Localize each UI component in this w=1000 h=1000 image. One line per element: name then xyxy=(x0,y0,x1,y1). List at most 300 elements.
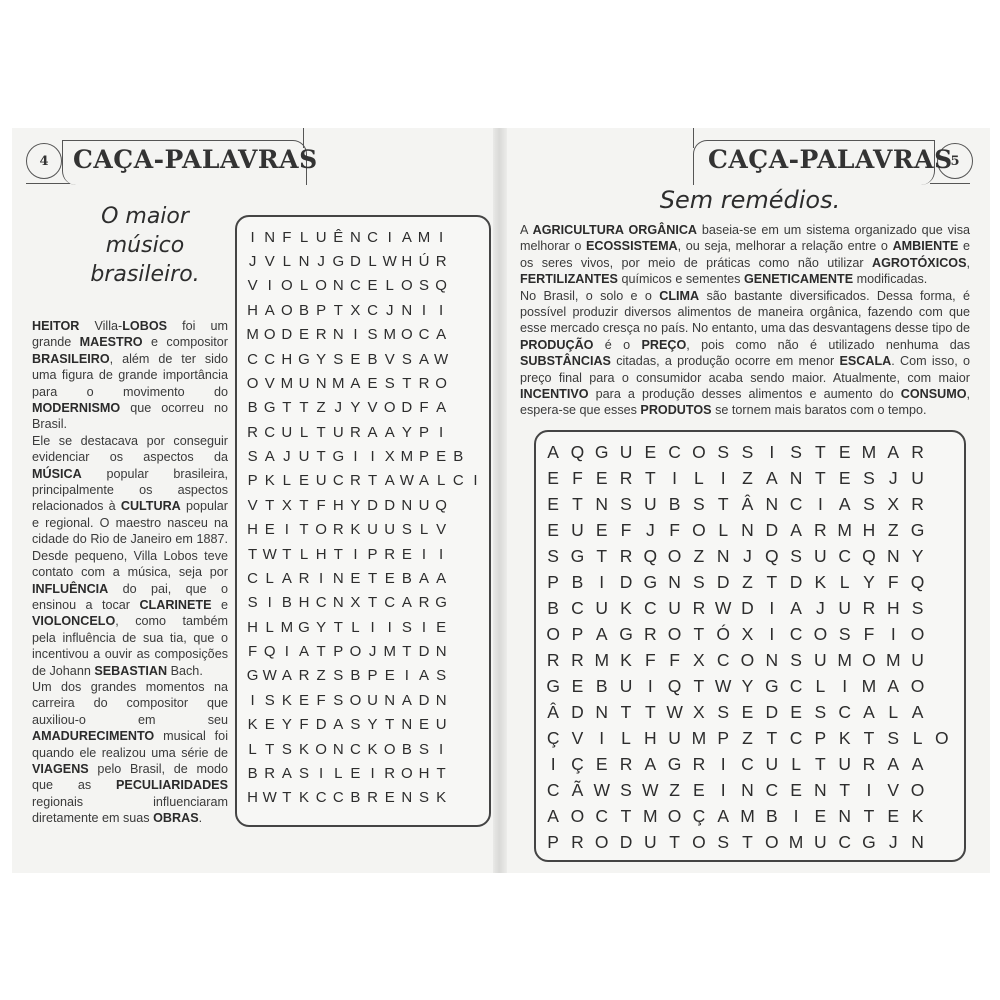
grid-letter: C xyxy=(595,805,609,826)
grid-letter xyxy=(930,777,954,803)
grid-letter: N xyxy=(716,545,730,566)
grid-letter: U xyxy=(668,727,681,748)
grid-letter: D xyxy=(384,496,396,514)
grid-letter: H xyxy=(247,521,258,539)
grid-letter: R xyxy=(619,753,633,774)
grid-letter: I xyxy=(353,326,358,344)
grid-letter xyxy=(450,274,467,298)
grid-letter: S xyxy=(418,789,429,807)
grid-letter: T xyxy=(333,301,343,319)
grid-letter: T xyxy=(299,496,309,514)
grid-letter: T xyxy=(693,623,705,644)
grid-letter: E xyxy=(384,667,395,685)
grid-letter: R xyxy=(367,789,378,807)
grid-letter: U xyxy=(315,472,327,490)
grid-letter: Z xyxy=(742,467,753,488)
grid-letter: T xyxy=(402,643,412,661)
grid-letter: U xyxy=(644,493,657,514)
grid-letter: Z xyxy=(742,727,753,748)
left-title-line: brasileiro. xyxy=(90,262,200,287)
grid-letter: N xyxy=(814,779,827,800)
grid-letter: N xyxy=(668,571,681,592)
grid-letter: U xyxy=(814,545,827,566)
grid-letter: Q xyxy=(643,545,658,566)
grid-letter: M xyxy=(885,649,901,670)
grid-letter: R xyxy=(619,467,633,488)
grid-letter: D xyxy=(765,519,779,540)
grid-letter: U xyxy=(367,691,378,709)
keyword: GENETICAMENTE xyxy=(743,272,854,287)
grid-letter: W xyxy=(666,701,683,722)
grid-letter: Q xyxy=(570,441,585,462)
grid-letter: O xyxy=(349,691,362,709)
keyword: MÚSICA xyxy=(32,466,82,481)
grid-letter xyxy=(450,347,467,371)
grid-letter: R xyxy=(247,423,258,441)
grid-letter: N xyxy=(332,569,344,587)
grid-letter: O xyxy=(401,764,413,782)
grid-letter: G xyxy=(594,441,609,462)
grid-letter: G xyxy=(332,253,345,271)
grid-letter: T xyxy=(620,701,632,722)
text-run: , como também pela influência de sua tia, que o incentivou a ouvir as composições de Johann xyxy=(32,614,228,678)
grid-letter: G xyxy=(263,399,276,417)
keyword: AMADURECIMENTO xyxy=(32,729,155,744)
grid-letter xyxy=(450,518,467,542)
grid-letter: T xyxy=(839,779,851,800)
grid-letter: C xyxy=(315,594,327,612)
grid-letter: V xyxy=(887,779,900,800)
grid-letter: R xyxy=(349,472,361,490)
keyword: BRASILEIRO xyxy=(32,351,110,366)
keyword: HEITOR xyxy=(32,319,80,333)
grid-letter: P xyxy=(418,423,429,441)
grid-letter: I xyxy=(599,727,605,748)
grid-letter xyxy=(930,803,954,829)
grid-letter: P xyxy=(717,727,730,748)
grid-letter: K xyxy=(911,805,924,826)
grid-letter: U xyxy=(384,521,396,539)
grid-letter: I xyxy=(387,618,392,636)
grid-letter: Q xyxy=(263,643,276,661)
grid-letter: A xyxy=(418,350,429,368)
grid-letter: D xyxy=(571,701,584,722)
grid-letter: L xyxy=(334,764,343,782)
grid-letter: R xyxy=(862,753,876,774)
grid-letter: S xyxy=(333,667,344,685)
grid-letter: D xyxy=(349,253,361,271)
left-header-title: CAÇA-PALAVRAS xyxy=(73,145,318,174)
grid-letter: T xyxy=(669,831,680,852)
left-body-text xyxy=(32,318,228,827)
grid-letter: U xyxy=(571,519,584,540)
grid-letter xyxy=(467,786,484,810)
grid-letter: O xyxy=(349,643,362,661)
grid-letter: F xyxy=(644,649,656,670)
grid-letter: S xyxy=(333,350,344,368)
grid-letter: Â xyxy=(741,493,754,514)
grid-letter: L xyxy=(248,740,257,758)
book-spine xyxy=(493,128,507,873)
grid-letter xyxy=(467,664,484,688)
grid-letter: L xyxy=(299,228,309,246)
grid-letter xyxy=(450,298,467,322)
grid-letter: I xyxy=(769,597,775,618)
grid-letter: O xyxy=(910,779,925,800)
grid-letter: D xyxy=(765,701,779,722)
grid-letter: O xyxy=(401,277,413,295)
paragraph xyxy=(520,222,970,288)
grid-letter: N xyxy=(401,789,413,807)
text-run: baseia-se em um sistema organizado que visa melhorar o xyxy=(520,223,970,254)
text-run: popular e regional. O maestro nasceu na cidade do Rio de Janeiro em 1887. Desde pequeno, Villa Lobos teve contato com a música, seja por xyxy=(32,499,229,580)
grid-letter xyxy=(467,566,484,590)
text-run: A xyxy=(520,223,533,237)
grid-letter: O xyxy=(401,326,413,344)
grid-letter: R xyxy=(571,831,584,852)
paragraph xyxy=(32,318,228,433)
grid-letter: J xyxy=(283,448,291,466)
grid-letter: Z xyxy=(669,779,680,800)
grid-letter xyxy=(450,420,467,444)
grid-letter: L xyxy=(815,675,826,696)
grid-letter: A xyxy=(887,675,900,696)
grid-letter: N xyxy=(298,253,310,271)
text-run: e os seres vivos, por meio de práticas como não utilizar xyxy=(520,239,971,270)
grid-letter: O xyxy=(246,374,259,392)
grid-letter: R xyxy=(644,623,657,644)
grid-letter: L xyxy=(282,253,292,271)
grid-letter: O xyxy=(281,277,293,295)
grid-letter: O xyxy=(281,301,293,319)
grid-letter: I xyxy=(672,467,678,488)
grid-letter: H xyxy=(862,519,876,540)
grid-letter: R xyxy=(692,597,706,618)
grid-letter: D xyxy=(401,399,413,417)
keyword: ECOSSISTEMA xyxy=(585,239,678,254)
grid-letter: U xyxy=(298,448,310,466)
grid-letter: I xyxy=(353,545,358,563)
grid-letter: T xyxy=(247,545,258,563)
grid-letter: E xyxy=(350,764,361,782)
grid-letter: A xyxy=(384,472,395,490)
grid-letter: N xyxy=(435,691,447,709)
grid-letter: D xyxy=(789,571,803,592)
grid-letter: X xyxy=(281,496,292,514)
grid-letter: O xyxy=(667,805,682,826)
grid-letter xyxy=(467,396,484,420)
grid-letter: H xyxy=(247,301,258,319)
grid-letter: T xyxy=(815,441,826,462)
grid-letter: N xyxy=(315,374,327,392)
grid-letter: I xyxy=(353,448,358,466)
grid-letter: R xyxy=(298,569,310,587)
grid-letter: G xyxy=(862,831,876,852)
grid-letter: S xyxy=(717,441,730,462)
grid-letter: R xyxy=(692,753,706,774)
text-run: , pois como não é utilizado nenhuma das xyxy=(686,337,970,352)
grid-letter: H xyxy=(247,618,258,636)
grid-letter: W xyxy=(262,789,277,807)
grid-letter: U xyxy=(619,441,633,462)
grid-letter: U xyxy=(765,753,779,774)
grid-letter: C xyxy=(644,597,657,618)
grid-letter: O xyxy=(740,649,755,670)
grid-letter: M xyxy=(594,649,610,670)
grid-letter: C xyxy=(418,326,430,344)
grid-letter: C xyxy=(838,701,851,722)
grid-letter: Q xyxy=(910,571,925,592)
keyword: MAESTRO xyxy=(79,335,143,350)
grid-letter: I xyxy=(250,228,255,246)
grid-letter: R xyxy=(571,649,584,670)
grid-letter: J xyxy=(385,301,394,319)
grid-letter: T xyxy=(766,571,778,592)
text-run: , ou seja, melhorar a relação entre o xyxy=(677,239,893,254)
grid-letter: H xyxy=(886,597,900,618)
grid-letter: U xyxy=(281,423,293,441)
keyword: LOBOS xyxy=(122,319,168,333)
grid-letter: A xyxy=(418,472,429,490)
grid-letter: C xyxy=(384,594,396,612)
grid-letter xyxy=(450,786,467,810)
grid-letter: A xyxy=(644,753,657,774)
grid-letter: E xyxy=(547,493,559,514)
grid-letter: O xyxy=(813,623,828,644)
grid-letter: E xyxy=(264,716,275,734)
grid-letter: O xyxy=(315,740,327,758)
grid-letter: S xyxy=(401,618,412,636)
grid-letter: A xyxy=(264,301,275,319)
grid-letter: I xyxy=(267,277,272,295)
grid-letter: F xyxy=(419,399,429,417)
grid-letter: I xyxy=(599,571,605,592)
grid-letter: U xyxy=(315,228,327,246)
grid-letter xyxy=(467,737,484,761)
grid-letter: A xyxy=(401,228,412,246)
grid-letter: S xyxy=(741,441,754,462)
grid-letter: C xyxy=(765,779,779,800)
grid-letter: A xyxy=(281,764,292,782)
grid-letter: W xyxy=(714,675,732,696)
grid-letter: Y xyxy=(367,716,378,734)
keyword: AGROTÓXICOS xyxy=(872,255,967,270)
grid-letter: N xyxy=(741,519,754,540)
grid-letter: K xyxy=(436,789,447,807)
grid-letter xyxy=(930,543,954,569)
text-run: e xyxy=(211,597,228,612)
grid-letter: P xyxy=(571,623,584,644)
grid-letter: S xyxy=(790,441,802,462)
grid-letter: B xyxy=(350,789,361,807)
grid-letter xyxy=(467,761,484,785)
grid-letter: O xyxy=(692,441,706,462)
grid-letter: F xyxy=(247,643,258,661)
grid-letter: C xyxy=(789,727,803,748)
keyword: CLARINETE xyxy=(139,597,212,612)
grid-letter: J xyxy=(888,831,898,852)
grid-letter: A xyxy=(790,519,802,540)
grid-letter: V xyxy=(264,253,275,271)
grid-letter: I xyxy=(842,675,848,696)
grid-letter xyxy=(467,542,484,566)
grid-letter: M xyxy=(332,374,345,392)
left-header-tick xyxy=(303,128,304,148)
grid-letter: G xyxy=(910,519,925,540)
grid-letter: D xyxy=(418,643,430,661)
grid-letter: O xyxy=(910,675,925,696)
grid-letter: E xyxy=(814,805,827,826)
grid-letter: T xyxy=(815,467,826,488)
grid-letter xyxy=(930,569,954,595)
right-wordsearch-grid xyxy=(541,439,954,855)
grid-letter: G xyxy=(332,448,345,466)
grid-letter: O xyxy=(862,649,876,670)
grid-letter: M xyxy=(691,727,707,748)
grid-letter: M xyxy=(788,831,804,852)
grid-letter: S xyxy=(247,448,258,466)
right-header-tick xyxy=(693,128,694,148)
grid-letter: H xyxy=(418,764,430,782)
keyword: MODERNISMO xyxy=(32,401,121,416)
grid-letter: J xyxy=(334,399,343,417)
grid-letter: P xyxy=(814,727,827,748)
grid-letter: H xyxy=(315,545,327,563)
grid-letter: N xyxy=(911,831,924,852)
grid-letter: C xyxy=(367,228,378,246)
keyword: VIAGENS xyxy=(32,761,89,776)
grid-letter: C xyxy=(789,493,803,514)
grid-letter: M xyxy=(837,519,852,540)
grid-letter: L xyxy=(888,701,899,722)
grid-letter: U xyxy=(668,597,681,618)
grid-letter: T xyxy=(367,594,378,612)
grid-letter: G xyxy=(570,545,585,566)
grid-letter: E xyxy=(644,441,657,462)
grid-letter: S xyxy=(333,691,344,709)
text-run: citadas, a produção ocorre em menor xyxy=(610,354,840,369)
grid-letter: I xyxy=(387,228,392,246)
grid-letter: T xyxy=(402,374,412,392)
grid-letter: N xyxy=(349,228,361,246)
keyword: SEBASTIAN xyxy=(94,663,168,678)
keyword: OBRAS xyxy=(153,811,199,826)
grid-letter: T xyxy=(282,399,292,417)
grid-letter xyxy=(450,542,467,566)
grid-letter: A xyxy=(401,594,412,612)
grid-letter: E xyxy=(350,350,361,368)
grid-letter: A xyxy=(418,569,429,587)
grid-letter: I xyxy=(319,764,324,782)
grid-letter: O xyxy=(315,277,327,295)
grid-letter: D xyxy=(418,691,430,709)
grid-letter: U xyxy=(911,649,924,670)
grid-letter: A xyxy=(281,667,292,685)
grid-letter: L xyxy=(419,521,429,539)
right-header-rule xyxy=(930,183,970,184)
grid-letter: Y xyxy=(316,350,327,368)
grid-letter: E xyxy=(595,519,608,540)
grid-letter: N xyxy=(741,779,754,800)
grid-letter: I xyxy=(866,779,872,800)
grid-letter: T xyxy=(863,805,875,826)
grid-letter: T xyxy=(299,521,309,539)
grid-letter: R xyxy=(384,545,396,563)
grid-letter: O xyxy=(764,831,779,852)
grid-letter: D xyxy=(741,597,754,618)
grid-letter: T xyxy=(385,716,395,734)
grid-letter: W xyxy=(262,545,277,563)
grid-letter: E xyxy=(790,779,802,800)
grid-letter: I xyxy=(421,618,427,636)
grid-letter: U xyxy=(595,597,609,618)
grid-letter xyxy=(467,347,484,371)
grid-letter: I xyxy=(267,594,272,612)
grid-letter: K xyxy=(620,649,632,670)
grid-letter: I xyxy=(404,667,409,685)
grid-letter: N xyxy=(765,649,779,670)
grid-letter: J xyxy=(743,545,752,566)
grid-letter: E xyxy=(595,753,608,774)
left-title xyxy=(55,202,235,289)
grid-letter: R xyxy=(264,764,276,782)
grid-letter: Y xyxy=(350,399,361,417)
grid-letter: U xyxy=(644,831,657,852)
grid-letter: G xyxy=(546,675,560,696)
text-run: Um dos grandes momentos na carreira do compositor que auxiliou-o em seu xyxy=(32,679,228,727)
grid-letter: W xyxy=(593,779,610,800)
grid-letter: P xyxy=(316,301,327,319)
grid-letter: L xyxy=(718,519,729,540)
grid-letter xyxy=(930,751,954,777)
keyword: SUBSTÂNCIAS xyxy=(520,354,611,369)
grid-letter: W xyxy=(382,253,397,271)
grid-letter: K xyxy=(298,789,309,807)
grid-letter: E xyxy=(298,472,309,490)
grid-letter: J xyxy=(816,597,825,618)
grid-letter xyxy=(467,444,484,468)
grid-letter: C xyxy=(741,753,754,774)
grid-letter: M xyxy=(740,805,755,826)
grid-letter: C xyxy=(332,472,344,490)
grid-letter: I xyxy=(817,493,823,514)
grid-letter: F xyxy=(282,228,292,246)
grid-letter xyxy=(450,639,467,663)
grid-letter: C xyxy=(546,779,560,800)
grid-letter: T xyxy=(265,740,275,758)
grid-letter: Ó xyxy=(716,623,730,644)
grid-letter: E xyxy=(790,701,802,722)
grid-letter: I xyxy=(439,740,444,758)
grid-letter xyxy=(467,298,484,322)
grid-letter xyxy=(930,517,954,543)
grid-letter: B xyxy=(247,399,258,417)
grid-letter xyxy=(450,371,467,395)
grid-letter: N xyxy=(332,740,344,758)
grid-letter: A xyxy=(717,805,730,826)
grid-letter: R xyxy=(332,521,344,539)
text-run: que ocorreu no Brasil. xyxy=(32,401,228,432)
grid-letter: N xyxy=(789,467,803,488)
grid-letter: U xyxy=(814,649,827,670)
grid-letter: L xyxy=(385,277,394,295)
grid-letter: W xyxy=(262,667,277,685)
grid-letter: O xyxy=(692,519,706,540)
keyword: FERTILIZANTES xyxy=(520,272,618,287)
grid-letter: G xyxy=(435,594,447,612)
grid-letter: N xyxy=(332,326,344,344)
grid-letter: E xyxy=(693,779,705,800)
